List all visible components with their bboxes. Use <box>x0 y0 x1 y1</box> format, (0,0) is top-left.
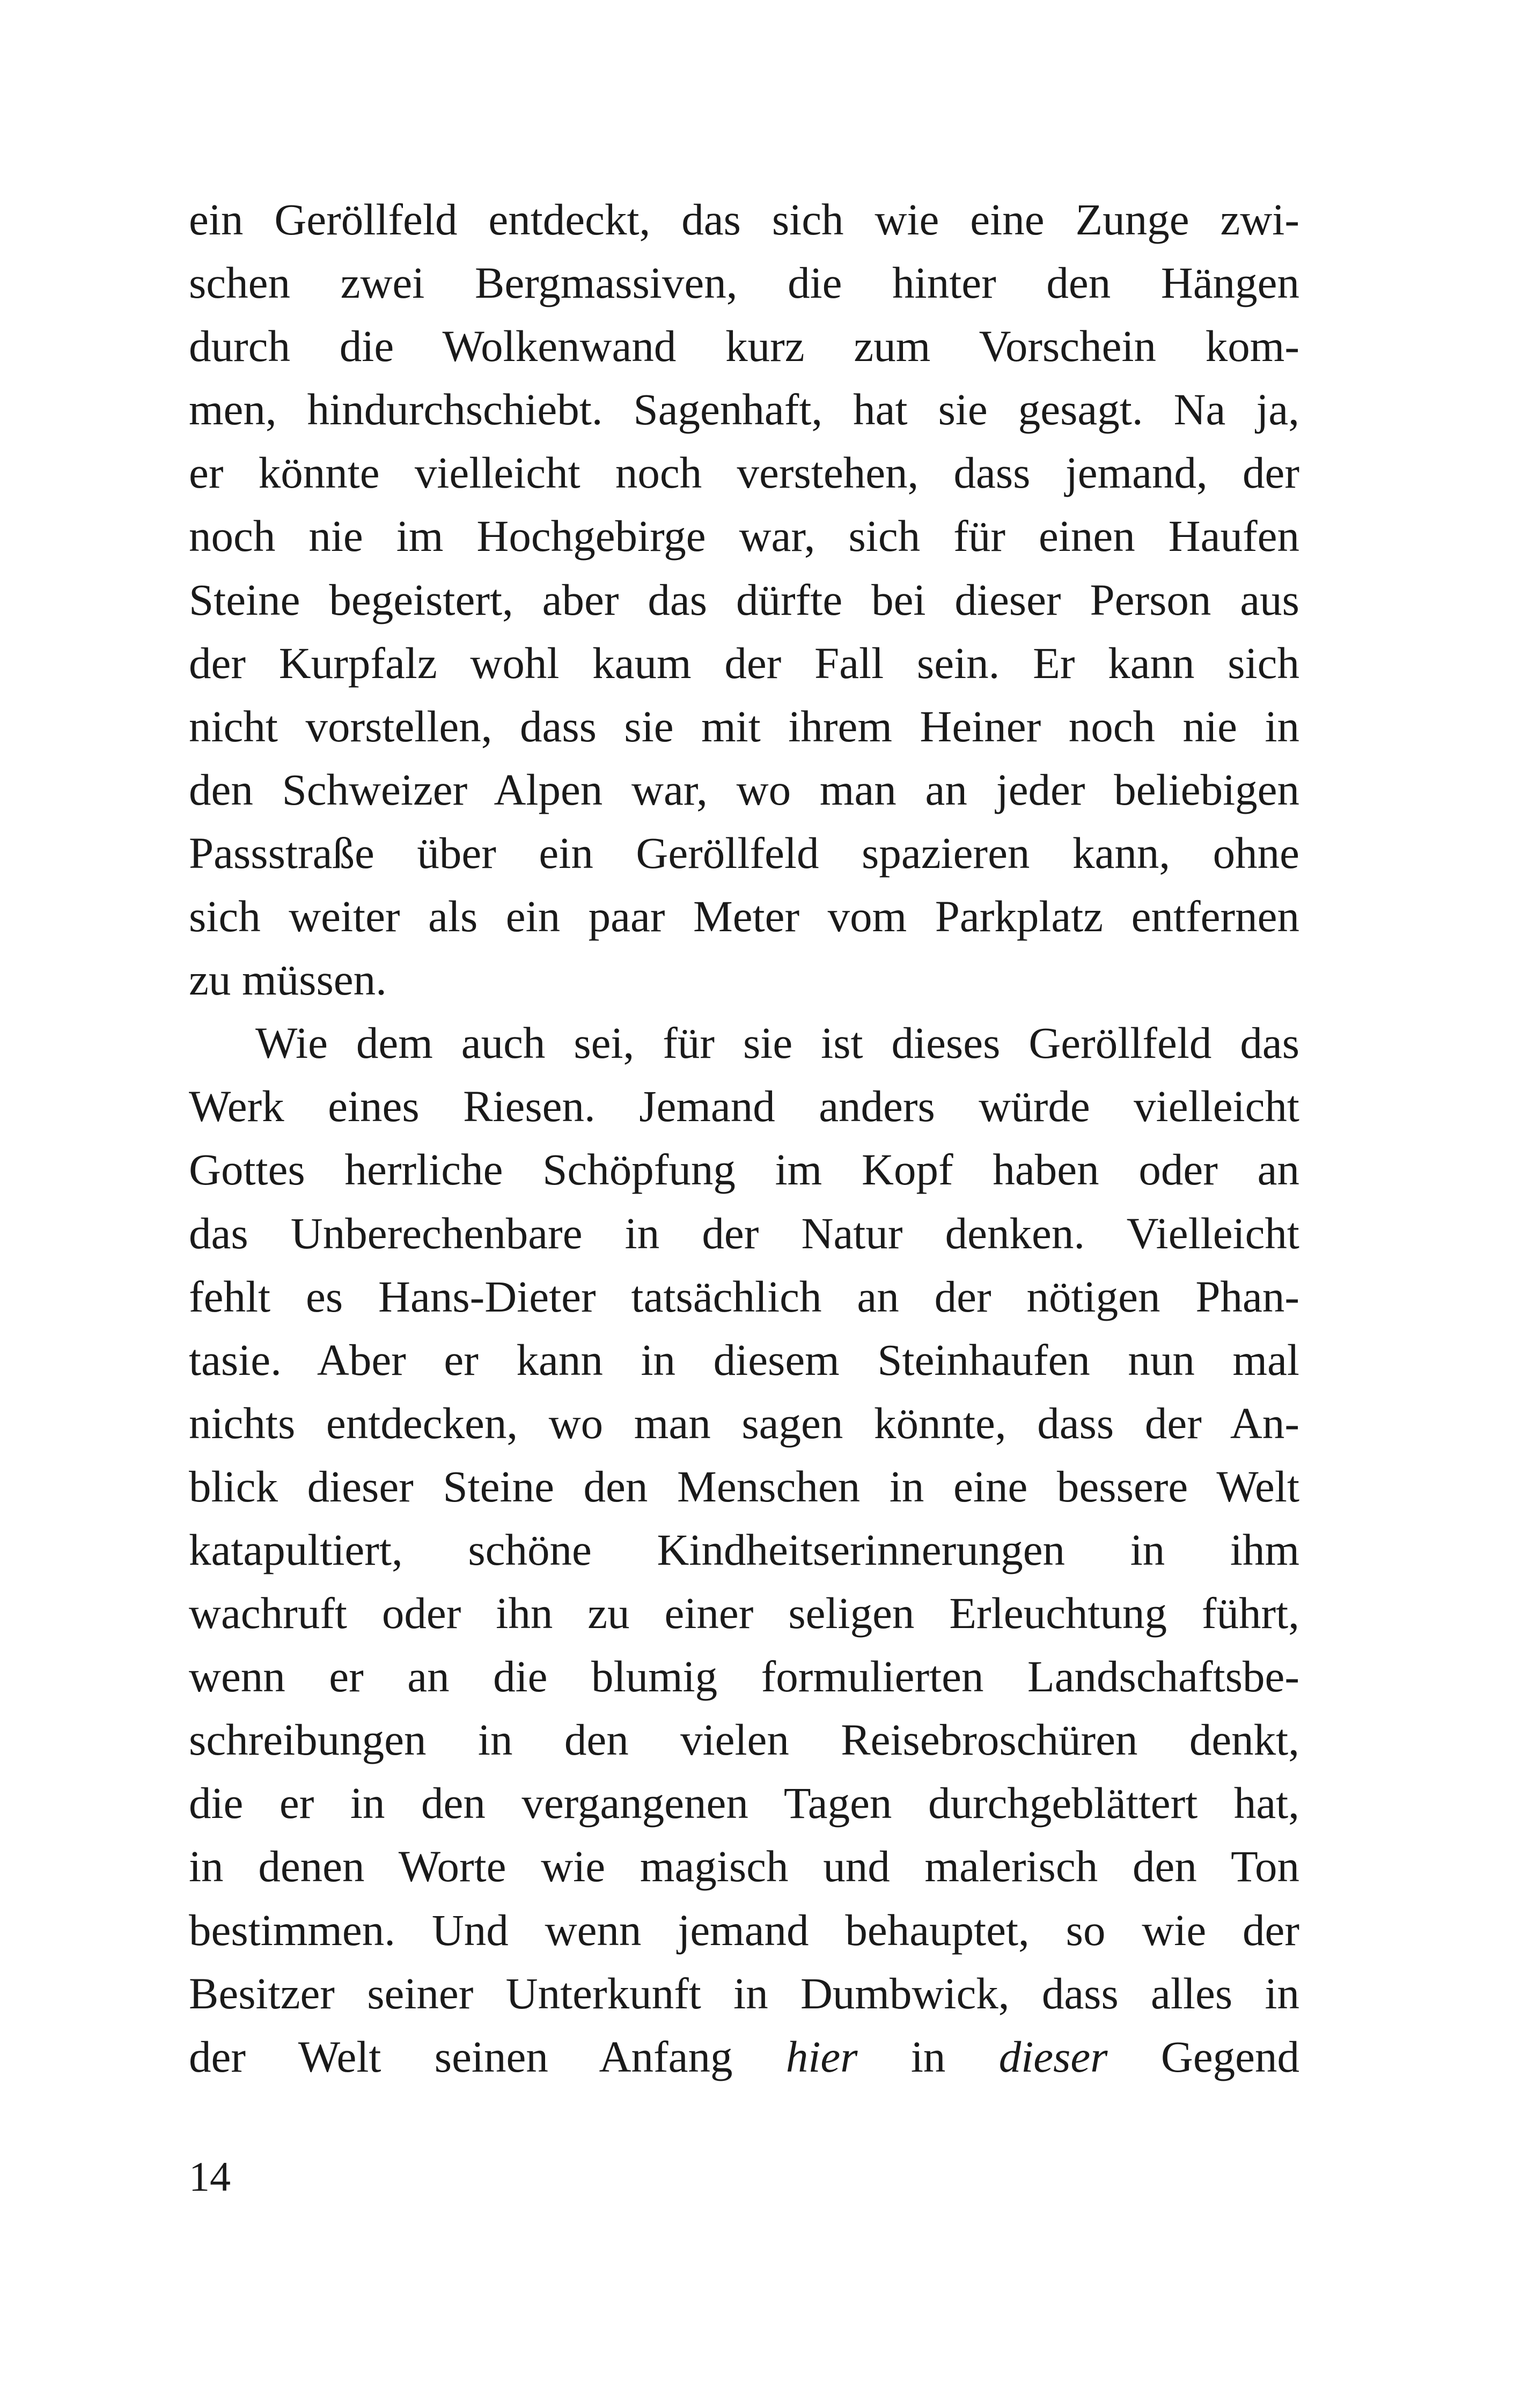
italic-word: hier <box>785 2031 858 2081</box>
page-number: 14 <box>189 2153 231 2200</box>
text-line: wenn er an die blumig formulierten Landschaftsbe- <box>189 1652 1299 1702</box>
text-line: nicht vorstellen, dass sie mit ihrem Heiner noch nie in <box>189 701 1299 751</box>
text-line-final <box>189 2025 1299 2088</box>
text-line: den Schweizer Alpen war, wo man an jeder beliebigen <box>189 764 1299 814</box>
text-line: sich weiter als ein paar Meter vom Parkplatz entfernen <box>189 892 1299 941</box>
body-text <box>189 188 1299 2088</box>
text-line: tasie. Aber er kann in diesem Steinhaufen nun mal <box>189 1335 1299 1385</box>
text-line: in denen Worte wie magisch und malerisch den Ton <box>189 1842 1299 1891</box>
text-line: Gottes herrliche Schöpfung im Kopf haben oder an <box>189 1145 1299 1195</box>
text-line: schen zwei Bergmassiven, die hinter den Hängen <box>189 258 1299 308</box>
text-line: Passstraße über ein Geröllfeld spazieren kann, ohne <box>189 828 1299 878</box>
text-line: zu müssen. <box>189 955 387 1005</box>
text-line: nichts entdecken, wo man sagen könnte, dass der An- <box>189 1398 1299 1448</box>
final-line-part: der Welt seinen Anfang <box>189 2031 733 2081</box>
text-line: blick dieser Steine den Menschen in eine bessere Welt <box>189 1461 1299 1511</box>
text-line: durch die Wolkenwand kurz zum Vorschein kom- <box>189 321 1299 371</box>
text-line: Wie dem auch sei, für sie ist dieses Geröllfeld das <box>255 1018 1299 1068</box>
italic-word: dieser <box>998 2031 1108 2081</box>
text-line: schreibungen in den vielen Reisebroschüren denkt, <box>189 1715 1299 1765</box>
text-line: Besitzer seiner Unterkunft in Dumbwick, dass alles in <box>189 1968 1299 2018</box>
text-line: die er in den vergangenen Tagen durchgeblättert hat, <box>189 1778 1299 1828</box>
text-line: der Kurpfalz wohl kaum der Fall sein. Er kann sich <box>189 638 1299 688</box>
text-line: Steine begeistert, aber das dürfte bei dieser Person aus <box>189 575 1299 624</box>
final-line-part: Gegend <box>1160 2031 1300 2081</box>
text-line: Werk eines Riesen. Jemand anders würde vielleicht <box>189 1081 1299 1131</box>
text-line: er könnte vielleicht noch verstehen, dass jemand, der <box>189 448 1299 498</box>
text-line: fehlt es Hans-Dieter tatsächlich an der nötigen Phan- <box>189 1271 1299 1321</box>
final-line-part: in <box>910 2031 946 2081</box>
text-line: noch nie im Hochgebirge war, sich für einen Haufen <box>189 511 1299 561</box>
text-line: bestimmen. Und wenn jemand behauptet, so wie der <box>189 1905 1299 1955</box>
text-line: wachruft oder ihn zu einer seligen Erleuchtung führt, <box>189 1588 1299 1638</box>
text-line: ein Geröllfeld entdeckt, das sich wie eine Zunge zwi- <box>189 195 1299 244</box>
text-line: das Unberechenbare in der Natur denken. Vielleicht <box>189 1208 1299 1258</box>
text-line: men, hindurchschiebt. Sagenhaft, hat sie gesagt. Na ja, <box>189 385 1299 435</box>
text-line: katapultiert, schöne Kindheitserinnerungen in ihm <box>189 1525 1299 1574</box>
